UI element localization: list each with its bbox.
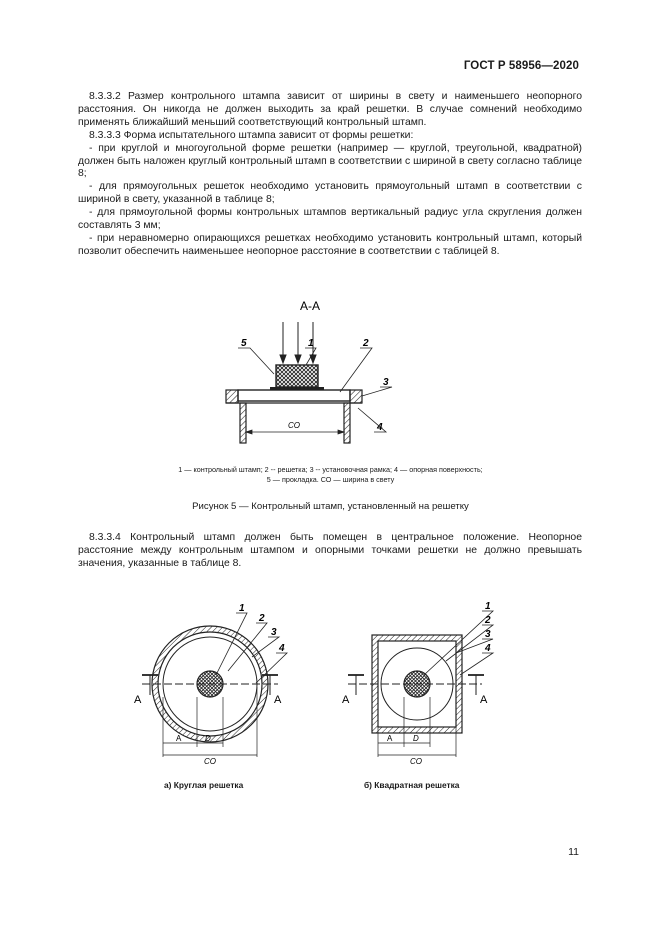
callout-4: 4 [377, 422, 383, 433]
section-mark-right: А [274, 694, 282, 706]
figure-5-legend [108, 465, 553, 485]
paragraph: - при круглой и многоугольной форме решетки (например — круглой, треугольной, квадратной) должен быть наложен круглый контрольный штамп в соответствии с шириной в свету согласно таблице 8; [78, 142, 582, 180]
paragraph: 8.3.3.3 Форма испытательного штампа зависит от формы решетки: [89, 129, 414, 141]
section-mark-right: А [480, 694, 488, 706]
callout-1: 1 [239, 603, 245, 614]
support-left [240, 403, 246, 443]
frame-right [350, 390, 362, 403]
figure-5-diagram [210, 292, 460, 447]
figure-5-caption: Рисунок 5 — Контрольный штамп, установленный на решетку [192, 501, 469, 512]
dimension-co-label: СО [288, 421, 300, 430]
section-8-3-3-4-text [78, 532, 582, 571]
figure-round-grid [128, 597, 298, 777]
callout-3: 3 [485, 629, 491, 640]
dim-a-label: А [176, 734, 182, 743]
section-mark-left: А [134, 694, 142, 706]
page-number: 11 [568, 846, 579, 858]
section-label: А-А [300, 299, 321, 313]
callout-1: 1 [308, 338, 314, 349]
callout-2: 2 [259, 613, 265, 624]
paragraph: 8.3.3.4 Контрольный штамп должен быть помещен в центральное положение. Неопорное расстояние между контрольным штампом и опорными точками решетки не должно превышать значения, указанные в таблице 8. [78, 532, 582, 569]
grid-plate [238, 390, 350, 401]
dim-d-label: D [205, 734, 211, 743]
callout-3: 3 [383, 377, 389, 388]
paragraph: 8.3.3.2 Размер контрольного штампа зависит от ширины в свету и наименьшего неопорного расстояния. Он никогда не должен выходить за край решетки. В случае сомнений необходимо применять ближайший меньший соответствующий контрольный штамп. [78, 91, 582, 128]
callout-3: 3 [271, 627, 277, 638]
callout-1: 1 [485, 601, 491, 612]
dim-d-label: D [413, 734, 419, 743]
callout-4: 4 [279, 643, 285, 654]
paragraph: - для прямоугольных решеток необходимо установить прямоугольный штамп в соответствии с шириной в свету, указанной в таблице 8; [78, 181, 582, 206]
paragraph: - для прямоугольной формы контрольных штампов вертикальный радиус угла скругления должен составлять 3 мм; [78, 207, 582, 232]
dim-co-label: СО [204, 757, 216, 766]
paragraph: - при неравномерно опирающихся решетках необходимо установить контрольный штамп, который позволит обеспечить наименьшее неопорное расстояние в соответствии с таблицей 8. [78, 232, 582, 257]
section-mark-left: А [342, 694, 350, 706]
legend-line: 1 — контрольный штамп; 2 -- решетка; 3 -- установочная рамка; 4 — опорная поверхность; [178, 465, 483, 474]
callout-2: 2 [485, 615, 491, 626]
callout-2: 2 [363, 338, 369, 349]
subcaption-square-grid: б) Квадратная решетка [364, 780, 460, 790]
dimension-co [246, 430, 344, 434]
control-stamp [276, 365, 318, 387]
support-right [344, 403, 350, 443]
frame-left [226, 390, 238, 403]
figure-square-grid [342, 597, 512, 777]
callout-4: 4 [485, 643, 491, 654]
standard-designation: ГОСТ Р 58956—2020 [463, 60, 579, 72]
dim-a-label: А [387, 734, 393, 743]
dim-co-label: СО [410, 757, 422, 766]
section-8-3-3-2-text [78, 91, 582, 259]
subcaption-round-grid: а) Круглая решетка [164, 780, 244, 790]
callout-5: 5 [241, 338, 247, 349]
legend-line: 5 — прокладка. СО — ширина в свету [266, 475, 395, 484]
